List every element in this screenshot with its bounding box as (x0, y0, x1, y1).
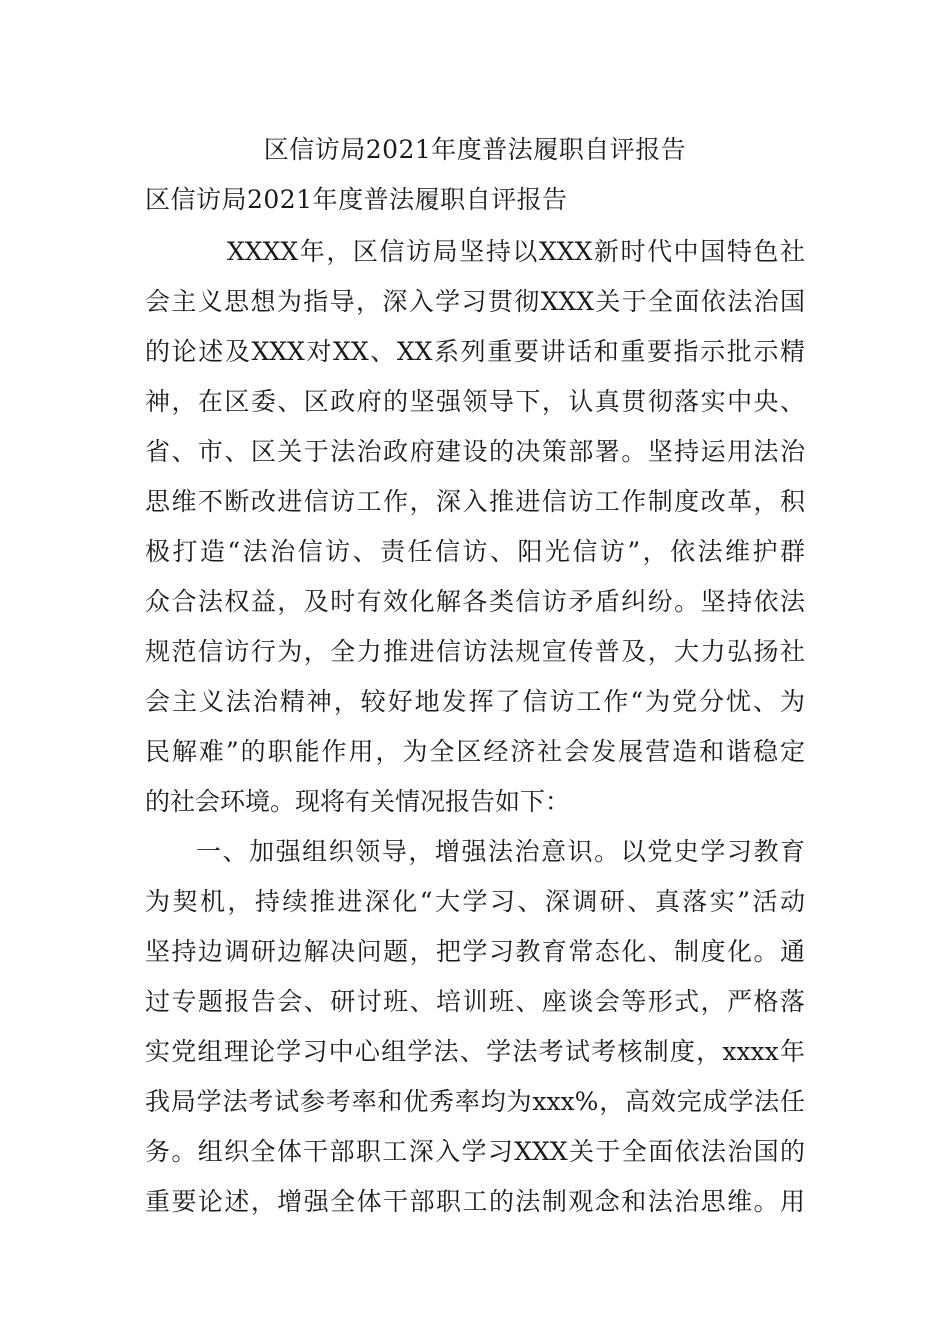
paragraph-line: 一、加强组织领导，增强法治意识。以党史学习教育 (196, 837, 805, 866)
paragraph-line: 会主义思想为指导，深入学习贯彻XXX关于全面依法治国 (145, 287, 805, 316)
paragraph-line: 极打造“法治信访、责任信访、阳光信访”，依法维护群 (145, 537, 805, 566)
paragraph-line: 务。组织全体干部职工深入学习XXX关于全面依法治国的 (145, 1137, 805, 1166)
paragraph-line: 我局学法考试参考率和优秀率均为xxx%，高效完成学法任 (145, 1087, 805, 1116)
paragraph-line: 神，在区委、区政府的坚强领导下，认真贯彻落实中央、 (145, 387, 805, 416)
paragraph-line: 实党组理论学习中心组学法、学法考试考核制度，xxxx年 (145, 1037, 805, 1066)
paragraph-line: 的论述及XXX对XX、XX系列重要讲话和重要指示批示精 (145, 337, 805, 366)
paragraph-line: 重要论述，增强全体干部职工的法制观念和法治思维。用 (145, 1187, 805, 1216)
paragraph-line: 规范信访行为，全力推进信访法规宣传普及，大力弘扬社 (145, 637, 805, 666)
paragraph-line: 众合法权益，及时有效化解各类信访矛盾纠纷。坚持依法 (145, 587, 805, 616)
paragraph-line: 思维不断改进信访工作，深入推进信访工作制度改革，积 (145, 487, 805, 516)
paragraph-line: XXXX年，区信访局坚持以XXX新时代中国特色社 (227, 237, 805, 266)
paragraph-line: 会主义法治精神，较好地发挥了信访工作“为党分忧、为 (145, 687, 805, 716)
paragraph-line: 的社会环境。现将有关情况报告如下： (145, 787, 571, 816)
paragraph-line: 民解难”的职能作用，为全区经济社会发展营造和谐稳定 (145, 737, 805, 766)
paragraph-line: 为契机，持续推进深化“大学习、深调研、真落实”活动 (145, 887, 805, 916)
paragraph-line: 过专题报告会、研讨班、培训班、座谈会等形式，严格落 (145, 987, 805, 1016)
document-title: 区信访局2021年度普法履职自评报告 (263, 135, 687, 164)
document-subtitle: 区信访局2021年度普法履职自评报告 (145, 185, 568, 214)
paragraph-line: 坚持边调研边解决问题，把学习教育常态化、制度化。通 (145, 937, 805, 966)
paragraph-line: 省、市、区关于法治政府建设的决策部署。坚持运用法治 (145, 437, 805, 466)
